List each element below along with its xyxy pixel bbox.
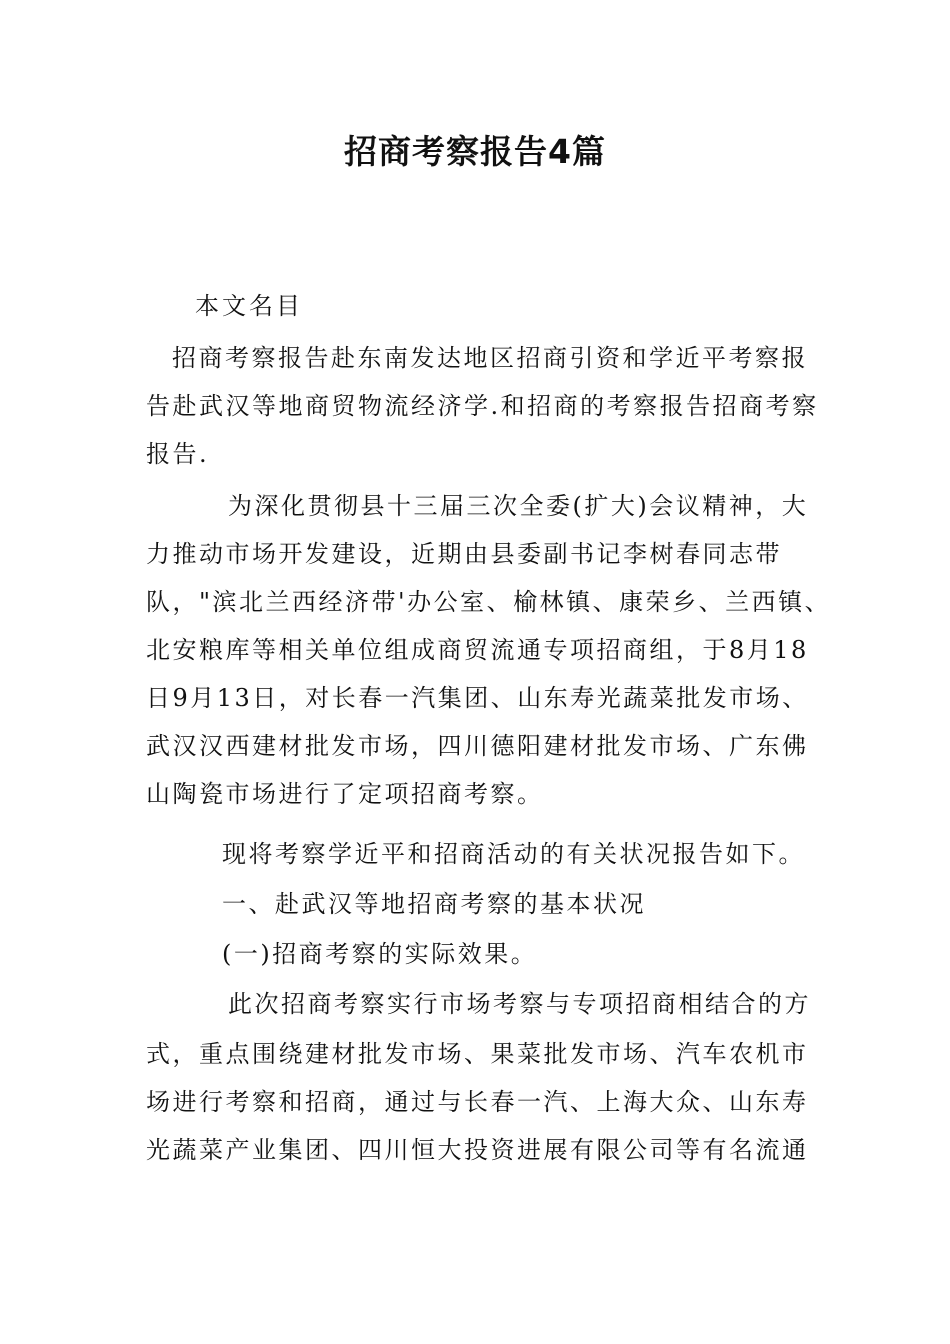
toc-label: 本文名目: [195, 292, 303, 320]
paragraph-2: [222, 830, 812, 878]
paragraph-line: 山陶瓷市场进行了定项招商考察。: [146, 780, 544, 808]
toc-paragraph: [172, 334, 812, 382]
paragraph-line: 北安粮库等相关单位组成商贸流通专项招商组，于8月18: [146, 636, 809, 664]
paragraph-line: 现将考察学近平和招商活动的有关状况报告如下。: [222, 840, 805, 868]
paragraph-line: 武汉汉西建材批发市场，四川德阳建材批发市场、广东佛: [146, 732, 809, 760]
paragraph-line: 此次招商考察实行市场考察与专项招商相结合的方: [228, 990, 811, 1018]
paragraph-line: 光蔬菜产业集团、四川恒大投资进展有限公司等有名流通: [146, 1136, 809, 1164]
heading-line: 一、赴武汉等地招商考察的基本状况: [222, 890, 646, 918]
paragraph-1: [146, 530, 832, 818]
paragraph-line: 日9月13日，对长春一汽集团、山东寿光蔬菜批发市场、: [146, 684, 809, 712]
paragraph-line: 队，"滨北兰西经济带'办公室、榆林镇、康荣乡、兰西镇、: [146, 588, 832, 616]
heading-line: (一)招商考察的实际效果。: [222, 940, 538, 968]
toc-line: 告赴武汉等地商贸物流经济学.和招商的考察报告招商考察: [146, 392, 819, 420]
toc-line: 招商考察报告赴东南发达地区招商引资和学近平考察报: [172, 344, 808, 372]
document-title: 招商考察报告4篇: [344, 132, 606, 171]
toc-paragraph-cont: [146, 382, 819, 478]
section-heading-1: [222, 880, 812, 928]
paragraph-line: 场进行考察和招商，通过与长春一汽、上海大众、山东寿: [146, 1088, 809, 1116]
paragraph-line: 式，重点围绕建材批发市场、果菜批发市场、汽车农机市: [146, 1040, 809, 1068]
paragraph-3: [146, 1030, 810, 1174]
paragraph-line: 为深化贯彻县十三届三次全委(扩大)会议精神，大: [228, 492, 809, 520]
paragraph-line: 力推动市场开发建设，近期由县委副书记李树春同志带: [146, 540, 782, 568]
paragraph-3-first-line: [228, 980, 818, 1028]
toc-line: 报告.: [146, 440, 210, 468]
section-heading-2: [222, 930, 812, 978]
paragraph-1-first-line: [228, 482, 818, 530]
